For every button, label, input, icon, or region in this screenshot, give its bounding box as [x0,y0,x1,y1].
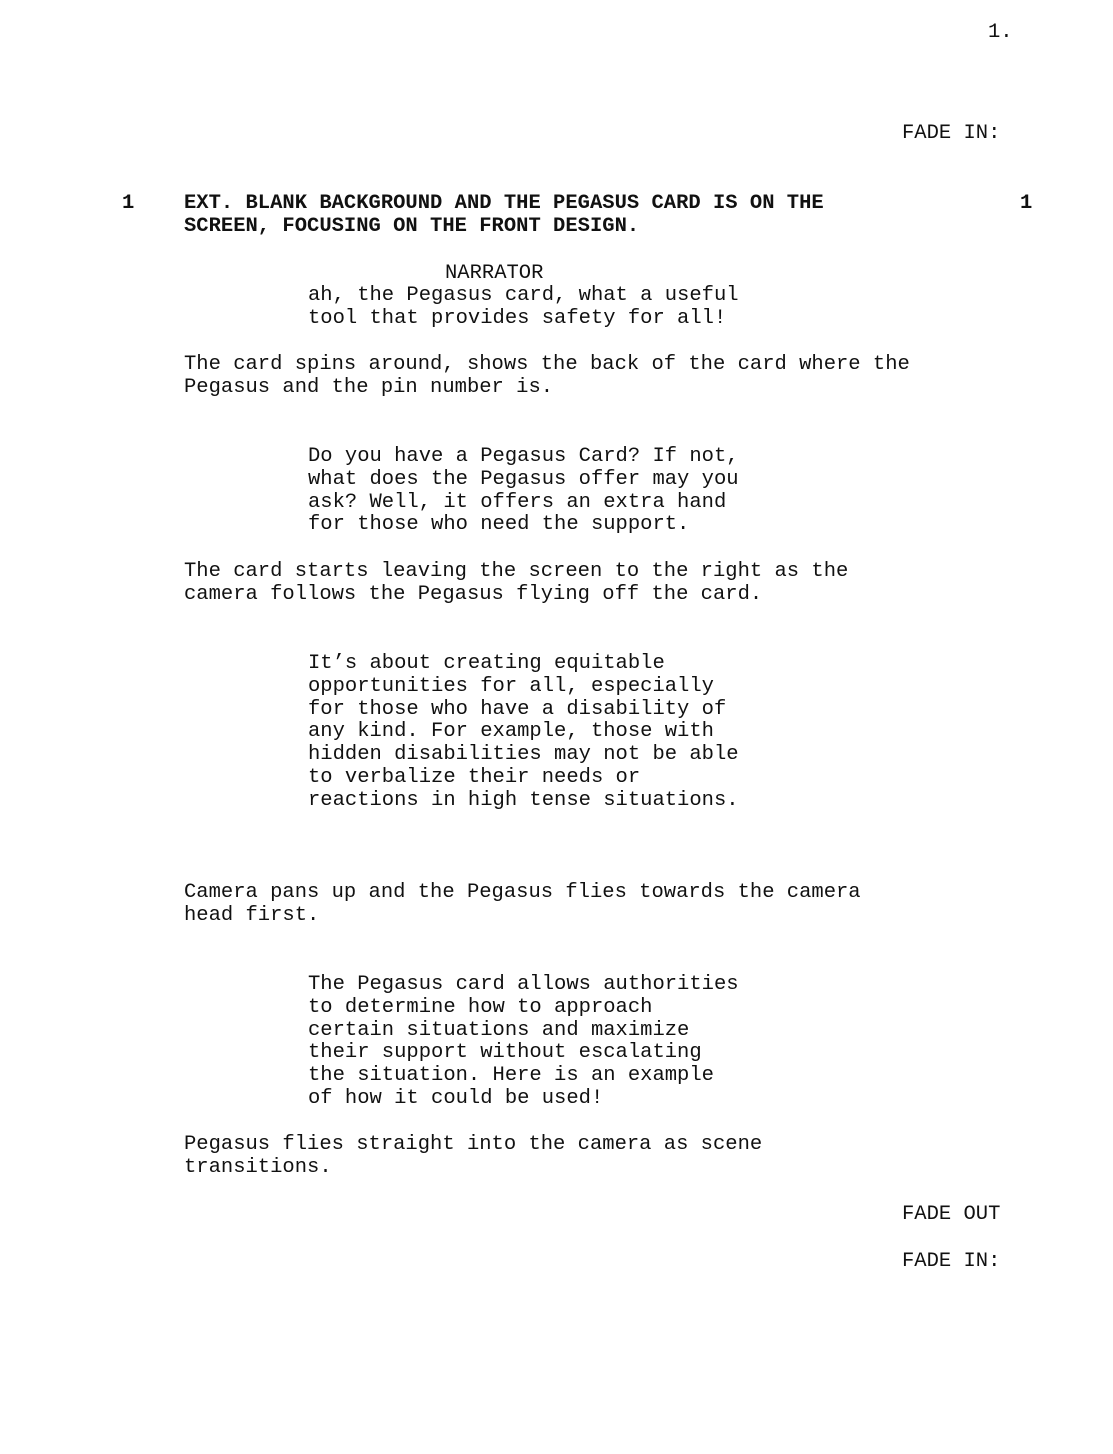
character-name: NARRATOR [445,262,544,285]
action-block: Camera pans up and the Pegasus flies towards the camera head first. [184,881,861,927]
dialogue-block: Do you have a Pegasus Card? If not, what does the Pegasus offer may you ask? Well, it offers an extra hand for those who need the support. [308,445,739,537]
page-number: 1. [988,21,1013,44]
action-block: The card starts leaving the screen to the right as the camera follows the Pegasus flying off the card. [184,560,849,606]
dialogue-block: ah, the Pegasus card, what a useful tool that provides safety for all! [308,284,739,330]
action-block: The card spins around, shows the back of the card where the Pegasus and the pin number is. [184,353,910,399]
transition-fade-in-end: FADE IN: [902,1250,1001,1273]
scene-heading-line-1: EXT. BLANK BACKGROUND AND THE PEGASUS CARD IS ON THE [184,192,824,215]
dialogue-block: It’s about creating equitable opportunities for all, especially for those who have a disability of any kind. For example, those with hidden disabilities may not be able to verbalize their needs or reactions in high tense situations. [308,652,739,812]
dialogue-block: The Pegasus card allows authorities to determine how to approach certain situations and maximize their support without escalating the situation. Here is an example of how it could be used! [308,973,739,1110]
scene-number-left: 1 [122,192,135,215]
scene-number-right: 1 [1020,192,1033,215]
transition-fade-out: FADE OUT [902,1203,1001,1226]
scene-heading-line-2: SCREEN, FOCUSING ON THE FRONT DESIGN. [184,215,640,238]
action-block: Pegasus flies straight into the camera as scene transitions. [184,1133,763,1179]
transition-fade-in: FADE IN: [902,122,1001,145]
